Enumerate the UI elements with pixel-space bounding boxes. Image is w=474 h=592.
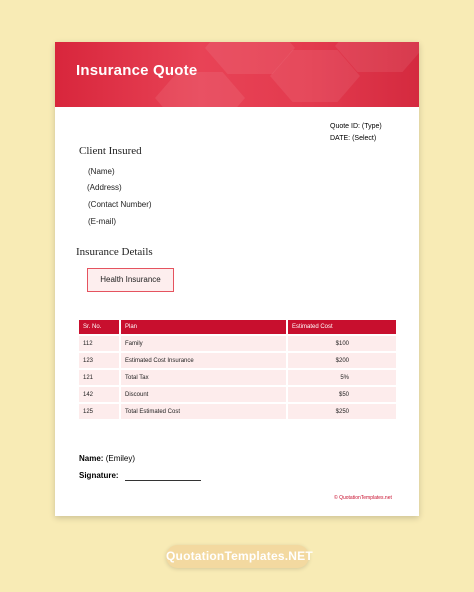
table-row — [79, 385, 396, 402]
table-cell-sr-no: 123 — [79, 351, 121, 368]
table-row — [79, 402, 396, 419]
header-banner — [55, 42, 419, 107]
column-header-sr-no: Sr. No. — [79, 320, 121, 334]
date-value[interactable]: (Select) — [352, 135, 377, 142]
column-header-plan: Plan — [121, 320, 288, 334]
table-cell-cost: $100 — [288, 334, 396, 351]
column-header-estimated-cost: Estimated Cost — [288, 320, 396, 334]
client-contact-field[interactable]: (Contact Number) — [88, 200, 152, 209]
insurance-type-box[interactable]: Health Insurance — [87, 268, 174, 292]
table-cell-plan: Discount — [121, 385, 288, 402]
quote-date — [330, 135, 376, 142]
table-cell-sr-no: 112 — [79, 334, 121, 351]
table-header-row — [79, 320, 396, 334]
table-cell-cost: $250 — [288, 402, 396, 419]
quote-id-value[interactable]: (Type) — [361, 123, 382, 130]
table-cell-cost: $200 — [288, 351, 396, 368]
table-cell-sr-no: 142 — [79, 385, 121, 402]
quote-id-label: Quote ID: — [330, 123, 360, 130]
copyright-text: © QuotationTemplates.net — [334, 495, 392, 501]
table-cell-cost: $50 — [288, 385, 396, 402]
name-label: Name: — [79, 454, 104, 463]
table-cell-sr-no: 125 — [79, 402, 121, 419]
signature-line[interactable] — [125, 480, 201, 481]
name-line — [79, 454, 135, 463]
table-row — [79, 368, 396, 385]
table-row — [79, 334, 396, 351]
brand-badge: QuotationTemplates.NET — [166, 545, 309, 568]
name-value[interactable]: (Emiley) — [105, 454, 136, 463]
quote-id — [330, 123, 382, 130]
table-cell-plan: Total Estimated Cost — [121, 402, 288, 419]
table-row — [79, 351, 396, 368]
table-cell-plan: Family — [121, 334, 288, 351]
quote-table — [79, 320, 396, 419]
client-heading: Client Insured — [79, 145, 142, 157]
table-cell-sr-no: 121 — [79, 368, 121, 385]
table-cell-plan: Total Tax — [121, 368, 288, 385]
details-heading: Insurance Details — [76, 246, 153, 258]
table-cell-cost: 5% — [288, 368, 396, 385]
client-name-field[interactable]: (Name) — [88, 167, 115, 176]
document-title: Insurance Quote — [76, 62, 198, 79]
quote-document — [55, 42, 419, 516]
client-address-field[interactable]: (Address) — [87, 183, 122, 192]
client-email-field[interactable]: (E-mail) — [88, 217, 116, 226]
table-cell-plan: Estimated Cost Insurance — [121, 351, 288, 368]
signature-label: Signature: — [79, 471, 119, 480]
date-label: DATE: — [330, 135, 351, 142]
